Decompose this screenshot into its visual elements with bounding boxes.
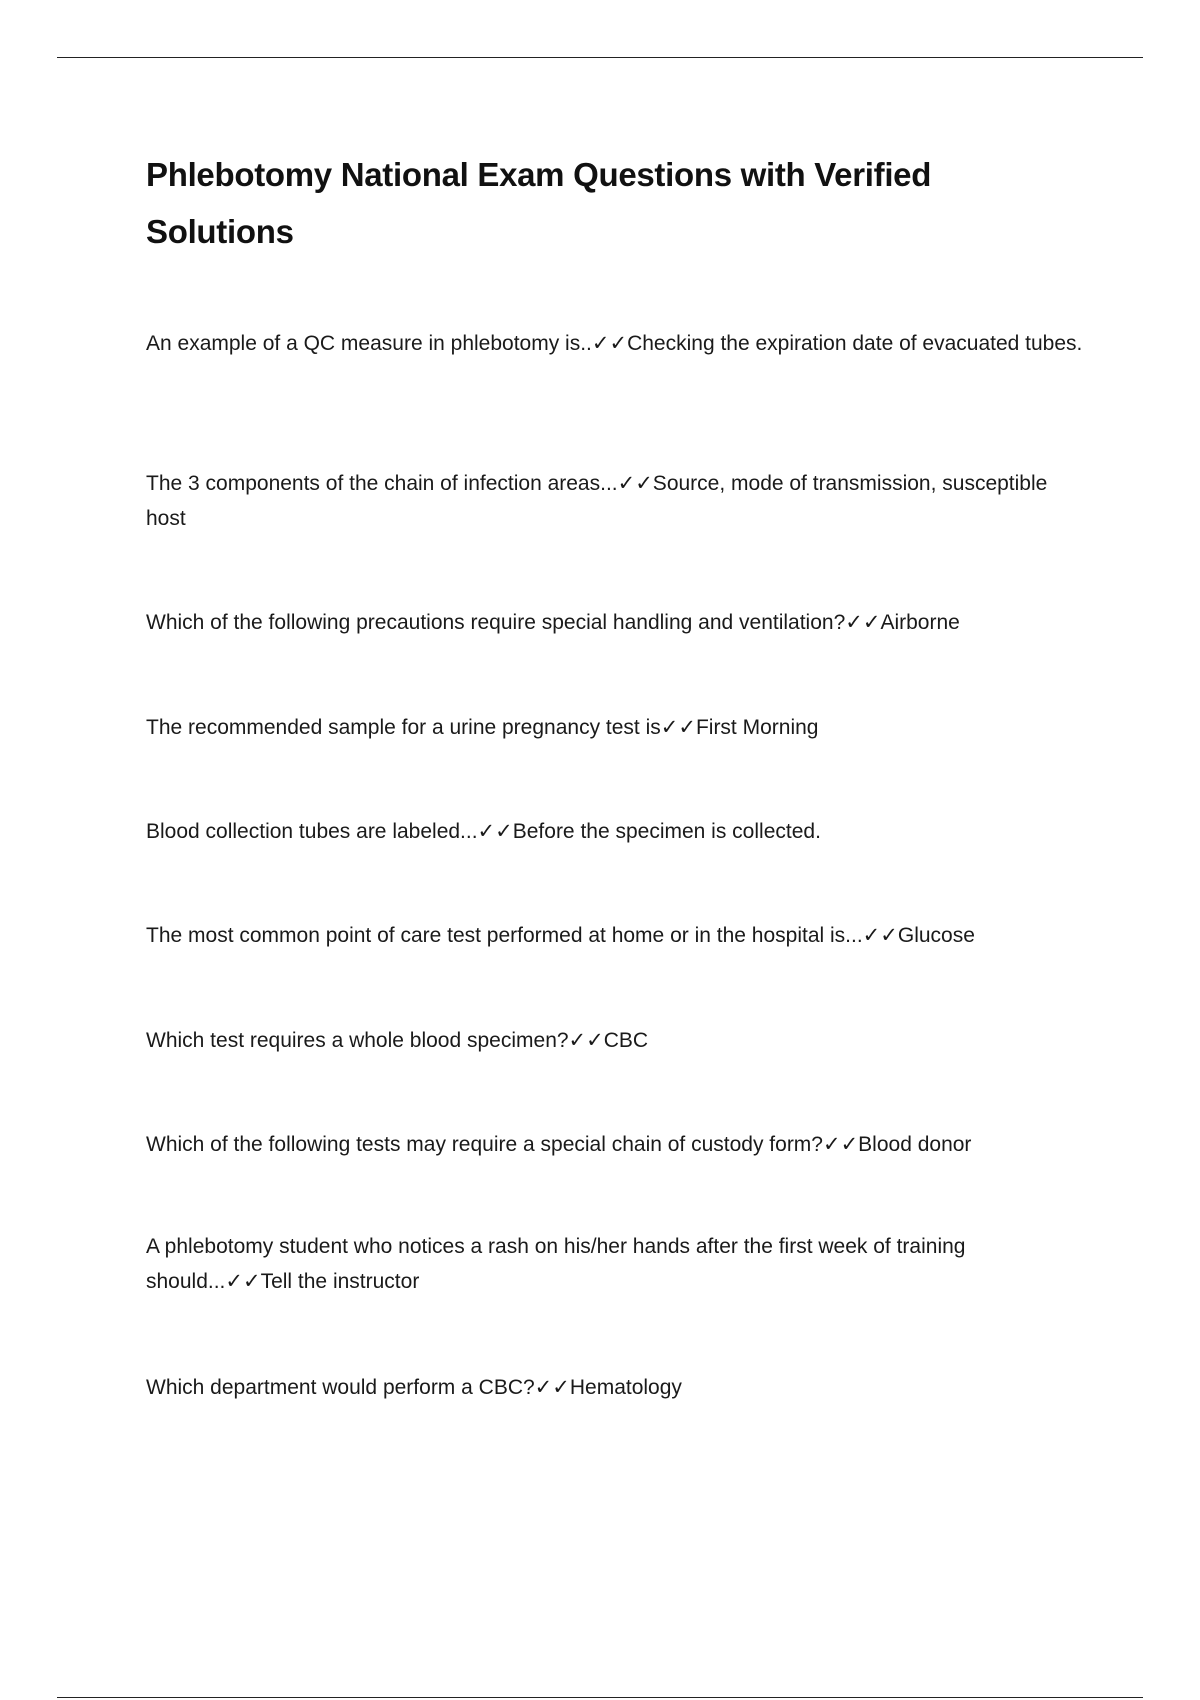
qa-item: Which of the following tests may require a special chain of custody form?✓✓Blood donor	[146, 1133, 972, 1156]
qa-item: The recommended sample for a urine pregnancy test is✓✓First Morning	[146, 716, 819, 739]
document-title: Phlebotomy National Exam Questions with Verified Solutions	[146, 156, 932, 250]
bottom-rule	[57, 1697, 1143, 1698]
qa-item: Which test requires a whole blood specimen?✓✓CBC	[146, 1029, 649, 1052]
qa-item: The 3 components of the chain of infection areas...✓✓Source, mode of transmission, susceptible host	[146, 472, 1048, 530]
top-rule	[57, 57, 1143, 58]
qa-item: Which department would perform a CBC?✓✓Hematology	[146, 1376, 682, 1399]
document-body	[146, 146, 1086, 1399]
qa-item: Which of the following precautions require special handling and ventilation?✓✓Airborne	[146, 611, 960, 634]
qa-item: The most common point of care test performed at home or in the hospital is...✓✓Glucose	[146, 924, 975, 947]
qa-item: A phlebotomy student who notices a rash on his/her hands after the first week of training should...✓✓Tell the instructor	[146, 1235, 966, 1293]
qa-item: An example of a QC measure in phlebotomy is..✓✓Checking the expiration date of evacuated tubes.	[146, 332, 1083, 355]
qa-item: Blood collection tubes are labeled...✓✓Before the specimen is collected.	[146, 820, 821, 843]
